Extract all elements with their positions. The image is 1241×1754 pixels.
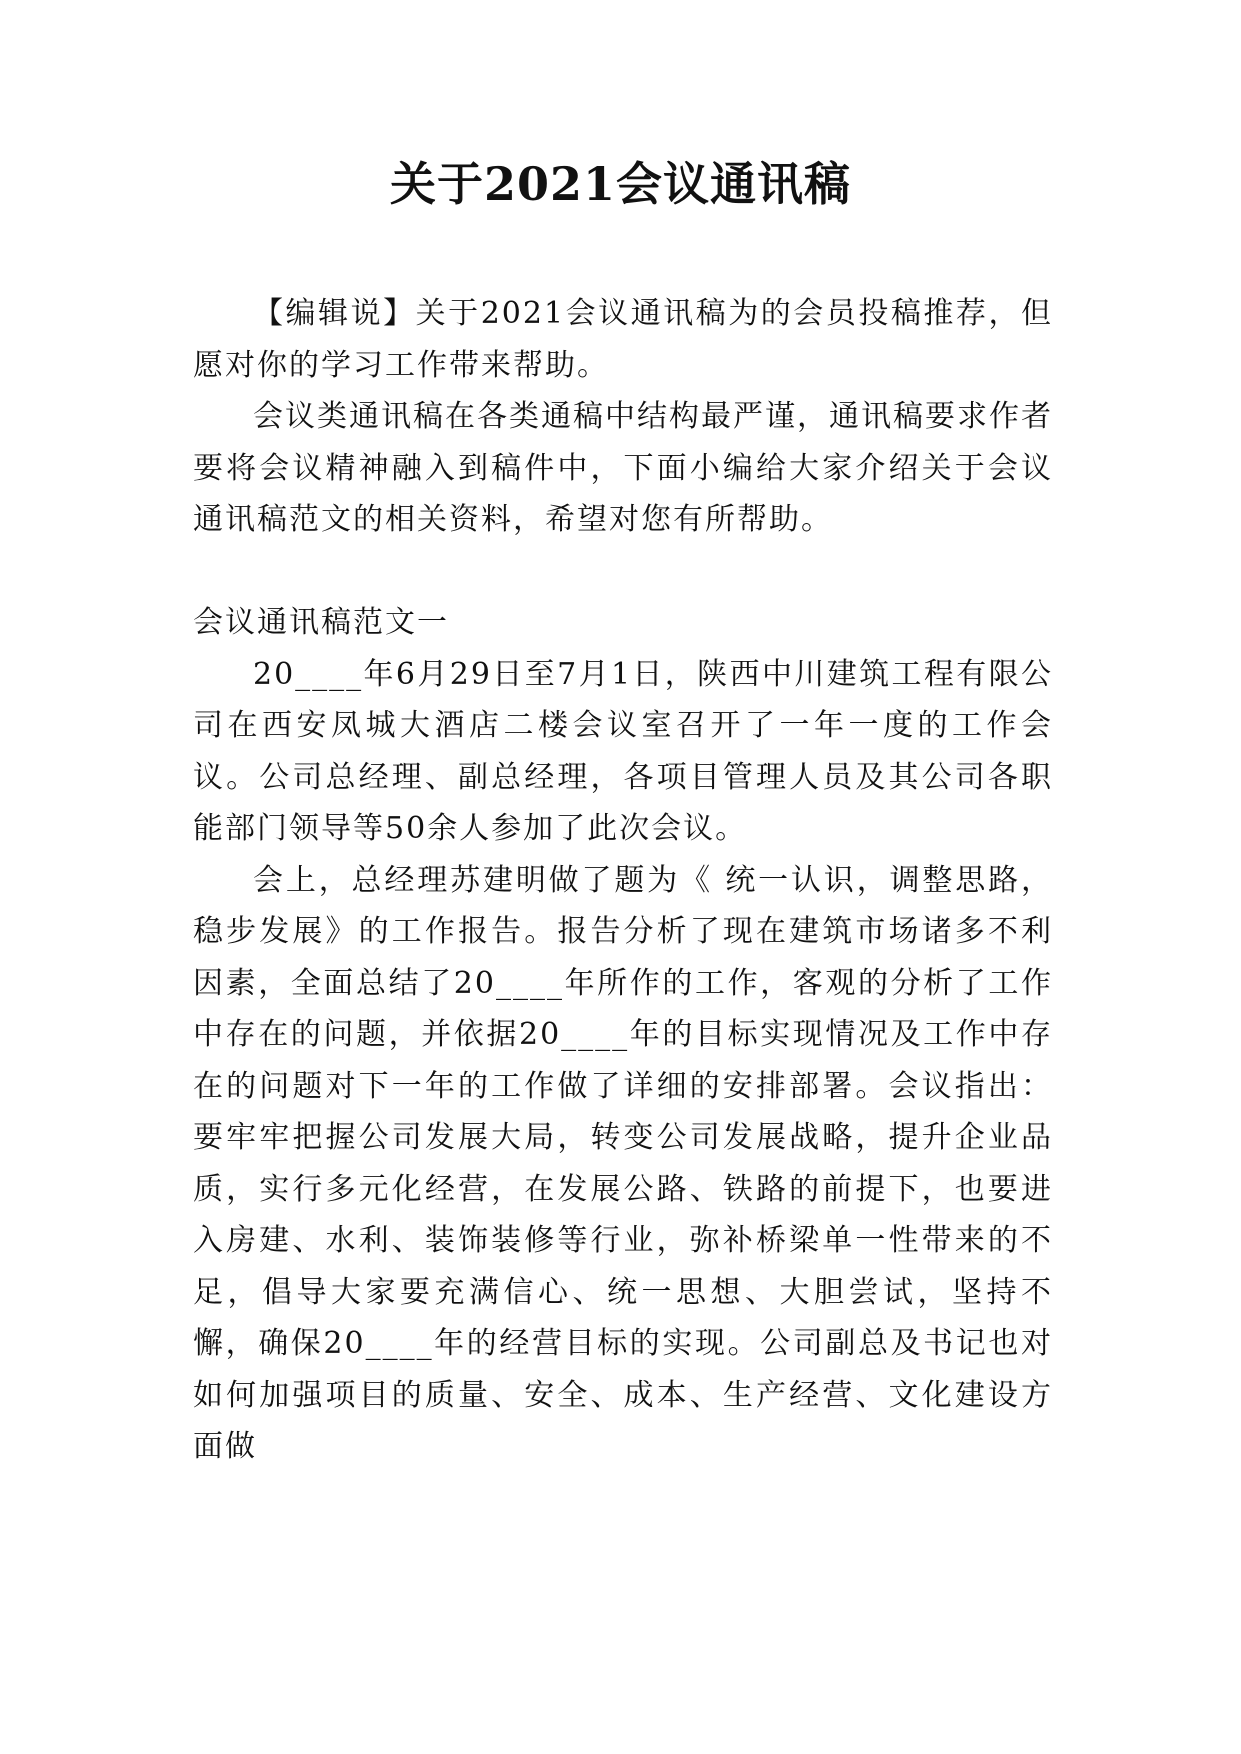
intro-paragraph: 会议类通讯稿在各类通稿中结构最严谨，通讯稿要求作者要将会议精神融入到稿件中，下面小编给大家介绍关于会议通讯稿范文的相关资料，希望对您有所帮助。 xyxy=(193,399,1053,537)
document-body xyxy=(193,288,1053,1473)
section-paragraph: 会上，总经理苏建明做了题为《 统一认识，调整思路，稳步发展》的工作报告。报告分析了现在建筑市场诸多不利因素，全面总结了20____年所作的工作，客观的分析了工作中存在的问题，并依据20____年的目标实现情况及工作中存在的问题对下一年的工作做了详细的安排部署。会议指出：要牢牢把握公司发展大局，转变公司发展战略，提升企业品质，实行多元化经营，在发展公路、铁路的前提下，也要进入房建、水利、装饰装修等行业，弥补桥梁单一性带来的不足，倡导大家要充满信心、统一思想、大胆尝试，坚持不懈，确保20____年的经营目标的实现。公司副总及书记也对如何加强项目的质量、安全、成本、生产经营、文化建设方面做 xyxy=(193,862,1053,1464)
section-paragraph: 20____年6月29日至7月1日，陕西中川建筑工程有限公司在西安凤城大酒店二楼会议室召开了一年一度的工作会议。公司总经理、副总经理，各项目管理人员及其公司各职能部门领导等50余人参加了此次会议。 xyxy=(193,656,1053,846)
document-title: 关于2021会议通讯稿 xyxy=(389,157,852,211)
paragraph-spacer xyxy=(193,546,1053,598)
intro-paragraph: 【编辑说】关于2021会议通讯稿为的会员投稿推荐，但愿对你的学习工作带来帮助。 xyxy=(193,296,1053,383)
section-heading: 会议通讯稿范文一 xyxy=(193,605,449,640)
